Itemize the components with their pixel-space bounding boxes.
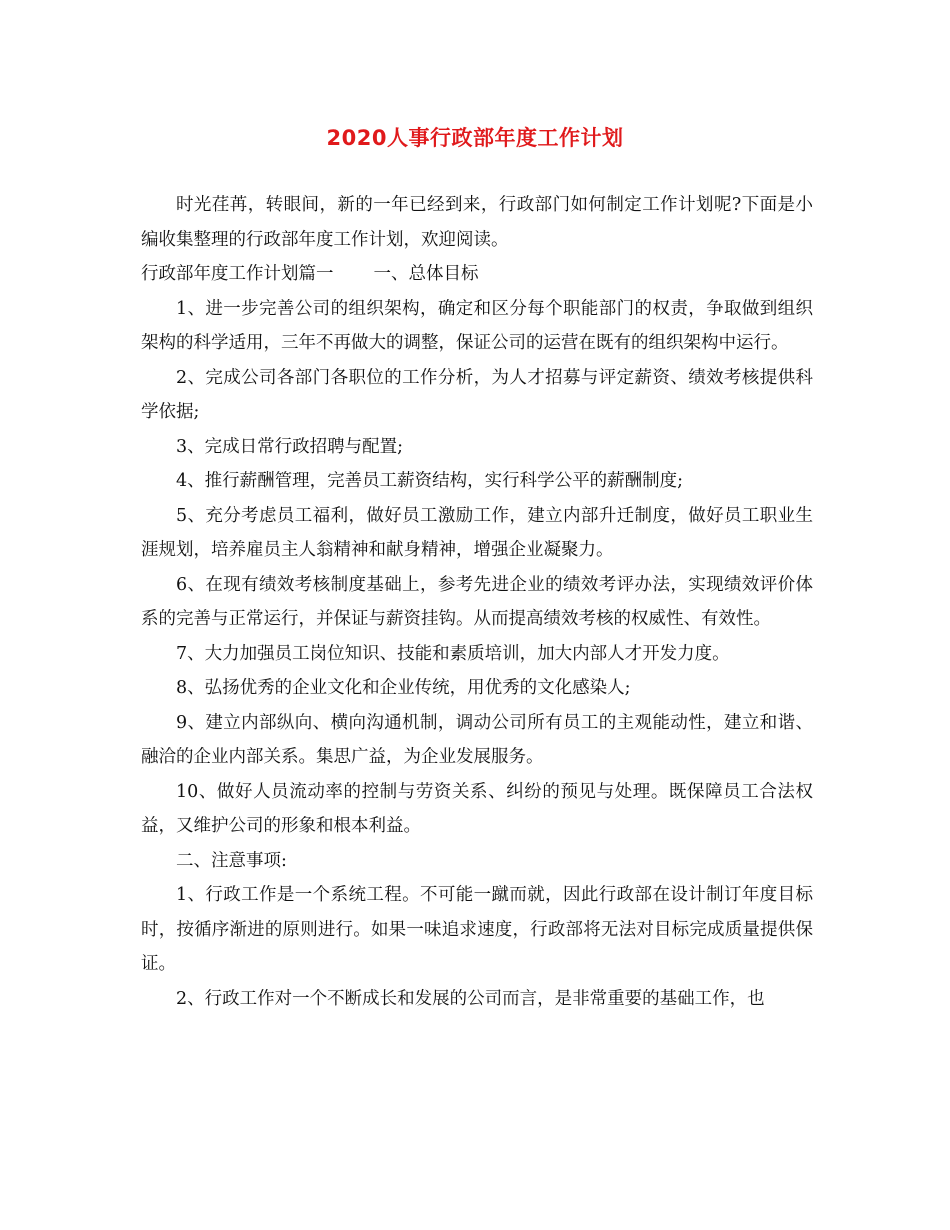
goal-item: 4、推行薪酬管理，完善员工薪资结构，实行科学公平的薪酬制度;: [176, 471, 684, 491]
goal-item: 9、建立内部纵向、横向沟通机制，调动公司所有员工的主观能动性，建立和谐、融洽的企业内部关系。集思广益，为企业发展服务。: [141, 712, 813, 767]
goal-item: 2、完成公司各部门各职位的工作分析，为人才招募与评定薪资、绩效考核提供科学依据;: [141, 367, 813, 422]
goal-item: 1、进一步完善公司的组织架构，确定和区分每个职能部门的权责，争取做到组织架构的科学适用，三年不再做大的调整，保证公司的运营在既有的组织架构中运行。: [141, 298, 813, 353]
section-heading: 行政部年度工作计划篇一: [141, 264, 334, 284]
note-item: 2、行政工作对一个不断成长和发展的公司而言，是非常重要的基础工作，也: [176, 988, 765, 1009]
subheading-two: 二、注意事项:: [176, 850, 287, 871]
document-body: [141, 188, 813, 1016]
section-heading-line: [141, 257, 813, 292]
goal-item: 3、完成日常行政招聘与配置;: [176, 436, 404, 457]
goal-item: 7、大力加强员工岗位知识、技能和素质培训，加大内部人才开发力度。: [176, 643, 730, 664]
intro-paragraph: 时光荏苒，转眼间，新的一年已经到来，行政部门如何制定工作计划呢?下面是小编收集整理的行政部年度工作计划，欢迎阅读。: [141, 195, 813, 250]
document-title: 2020人事行政部年度工作计划: [326, 126, 624, 150]
goal-item: 5、充分考虑员工福利，做好员工激励工作，建立内部升迁制度，做好员工职业生涯规划，培养雇员主人翁精神和献身精神，增强企业凝聚力。: [141, 505, 813, 560]
subheading-one: 一、总体目标: [373, 264, 479, 284]
goal-item: 10、做好人员流动率的控制与劳资关系、纠纷的预见与处理。既保障员工合法权益，又维护公司的形象和根本利益。: [141, 781, 813, 836]
goal-item: 6、在现有绩效考核制度基础上，参考先进企业的绩效考评办法，实现绩效评价体系的完善与正常运行，并保证与薪资挂钩。从而提高绩效考核的权威性、有效性。: [141, 574, 813, 629]
goal-item: 8、弘扬优秀的企业文化和企业传统，用优秀的文化感染人;: [176, 678, 631, 698]
note-item: 1、行政工作是一个系统工程。不可能一蹴而就，因此行政部在设计制订年度目标时，按循序渐进的原则进行。如果一味追求速度，行政部将无法对目标完成质量提供保证。: [141, 885, 813, 974]
